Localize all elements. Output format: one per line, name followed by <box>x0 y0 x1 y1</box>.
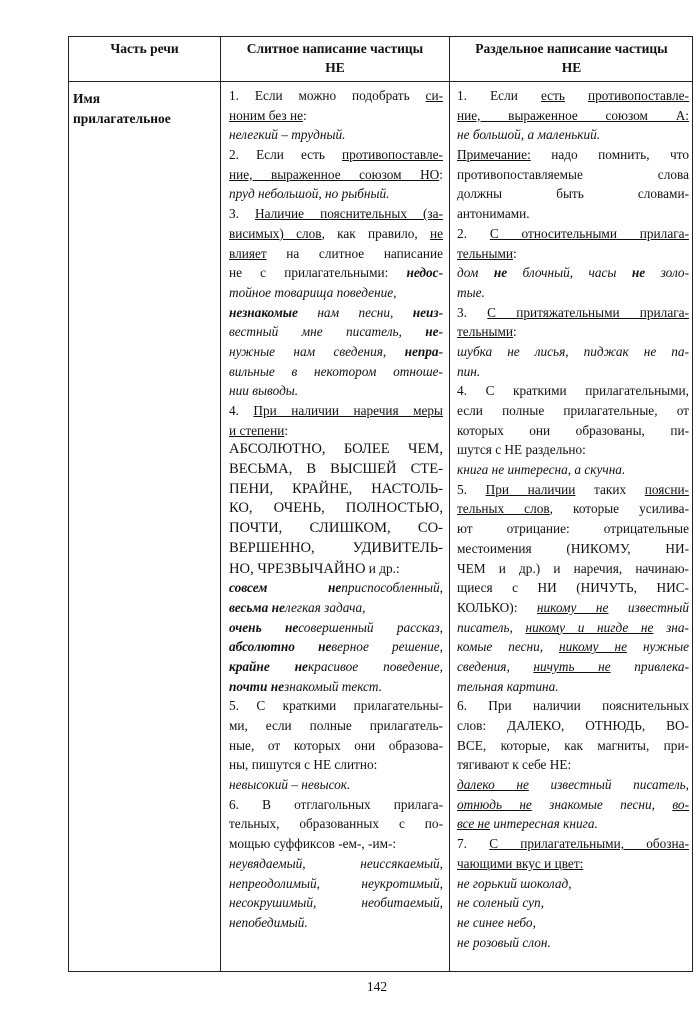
text-segment: никому не <box>536 599 609 615</box>
text-segment: С относительными прилага- <box>489 225 689 241</box>
text-segment: тягивают к себе НЕ: <box>457 757 572 773</box>
text-segment: ПЕНИ, КРАЙНЕ, НАСТОЛЬ- <box>229 480 443 497</box>
text-segment: , как правило, <box>321 225 430 241</box>
text-line <box>229 283 443 303</box>
rules-table <box>68 36 693 972</box>
text-line <box>457 598 689 618</box>
text-segment: : <box>513 245 517 261</box>
text-line <box>229 244 443 264</box>
text-segment: С прилагательными, обозна- <box>489 836 689 852</box>
text-segment: пруд небольшой, но рыбный. <box>229 186 390 202</box>
text-segment: 3. <box>457 304 488 320</box>
text-segment: 5. <box>457 481 486 497</box>
text-segment: на слитное написание <box>266 245 443 261</box>
text-line <box>229 539 443 559</box>
text-segment: все не <box>457 816 491 832</box>
text-segment: тельная картина. <box>457 678 559 694</box>
text-segment: знакомый текст. <box>284 678 383 694</box>
text-segment: недос- <box>406 265 443 281</box>
text-segment: неиз- <box>412 304 443 320</box>
text-segment: местоимения (НИКОМУ, НИ- <box>457 540 689 556</box>
text-segment: не <box>271 599 285 615</box>
text-segment: шутся с НЕ раздельно: <box>457 442 586 458</box>
text-line <box>229 224 443 244</box>
header-text: Слитное написание частицы <box>246 41 424 56</box>
text-segment: никому не <box>559 639 627 655</box>
text-segment: КО, ОЧЕНЬ, ПОЛНОСТЬЮ, <box>229 500 443 517</box>
text-segment: легкая задача, <box>284 599 366 615</box>
text-segment: мощью суффиксов -ем-, -им-: <box>229 836 397 852</box>
text-line <box>229 657 443 677</box>
text-line <box>229 184 443 204</box>
text-line <box>457 657 689 677</box>
text-line <box>229 381 443 401</box>
text-segment: ны, пишутся с НЕ слитно: <box>229 757 378 773</box>
part-of-speech-text: Имя <box>73 91 100 106</box>
text-line <box>229 755 443 775</box>
text-segment: : <box>302 107 307 123</box>
text-segment: не <box>327 580 342 596</box>
text-segment: противопоставле- <box>588 88 689 103</box>
text-segment: золо- <box>645 265 689 281</box>
text-line <box>457 440 689 460</box>
text-segment: комые песни, <box>457 639 560 655</box>
text-segment: абсолютно <box>229 639 319 655</box>
header-part-of-speech <box>69 39 220 58</box>
text-line <box>229 460 443 480</box>
text-line <box>229 401 443 421</box>
text-segment: АБСОЛЮТНО, БОЛЕЕ ЧЕМ, <box>229 441 443 458</box>
text-segment: не <box>270 678 285 694</box>
text-segment: ничуть не <box>533 658 611 674</box>
text-line <box>229 795 443 815</box>
text-segment: непреодолимый, неукротимый, <box>229 875 443 891</box>
text-segment: непра- <box>404 343 443 359</box>
text-line <box>229 165 443 185</box>
text-segment: и степени <box>229 422 285 438</box>
text-segment: таких <box>575 481 645 497</box>
text-line <box>457 775 689 795</box>
text-line <box>457 480 689 500</box>
text-line <box>457 362 689 382</box>
text-line <box>229 86 443 106</box>
text-line <box>229 263 443 283</box>
text-segment: во- <box>672 796 690 812</box>
text-line <box>457 637 689 657</box>
text-line <box>457 618 689 638</box>
text-segment: привлека- <box>610 658 690 674</box>
text-segment: 4. С краткими прилагательными, <box>457 383 689 399</box>
text-segment: ВСЕ, которые, как магниты, при- <box>457 737 689 753</box>
text-line <box>229 814 443 834</box>
text-segment: совсем <box>229 580 328 596</box>
text-line <box>229 499 443 519</box>
text-segment: ние, выраженное союзом НО <box>229 166 440 182</box>
text-segment: 1. Если <box>457 88 541 103</box>
text-segment: не розовый слон. <box>457 934 551 950</box>
text-line <box>457 795 689 815</box>
text-segment: 4. <box>229 403 254 418</box>
text-line <box>229 637 443 657</box>
text-segment: При наличии <box>485 481 576 497</box>
text-segment: При наличии наречия меры <box>253 403 443 418</box>
text-line <box>457 854 689 874</box>
text-line <box>457 145 689 165</box>
text-line <box>229 342 443 362</box>
text-segment: книга не интересна, а скучна. <box>457 462 626 478</box>
text-segment: 1. Если можно подобрать <box>229 88 426 103</box>
text-line <box>457 716 689 736</box>
text-line <box>457 519 689 539</box>
text-segment: писатель, <box>457 619 526 635</box>
text-segment: красивое поведение, <box>307 658 443 674</box>
text-segment: противопоставле- <box>342 147 443 163</box>
text-segment: ют отрицание: отрицательные <box>457 521 689 537</box>
text-segment: си- <box>425 88 443 103</box>
text-segment: не <box>429 225 443 241</box>
text-line <box>457 381 689 401</box>
text-segment: шубка не лисья, пиджак не па- <box>457 343 689 359</box>
text-segment: С притяжательными прилага- <box>487 304 689 320</box>
column-divider <box>220 37 221 971</box>
text-segment: НО, ЧРЕЗВЫЧАЙНО <box>229 560 366 577</box>
text-line <box>229 480 443 500</box>
text-segment: вестный мне писатель, <box>229 324 426 340</box>
part-of-speech-text: прилагательное <box>73 110 171 126</box>
text-line <box>457 86 689 106</box>
text-segment: никому и нигде не <box>525 619 654 635</box>
text-segment: 2. <box>457 225 490 241</box>
text-segment: вильные в некотором отноше- <box>229 363 443 379</box>
text-line <box>457 263 689 283</box>
text-line <box>229 874 443 894</box>
text-segment: пин. <box>457 363 481 379</box>
header-divider <box>69 81 692 82</box>
text-segment: не <box>294 658 308 674</box>
text-segment: не <box>631 265 646 281</box>
text-line <box>457 913 689 933</box>
text-segment: тые. <box>457 284 485 300</box>
text-segment: ные, от которых они образова- <box>229 737 443 753</box>
text-segment: не- <box>425 324 443 340</box>
text-segment: нелегкий – трудный. <box>229 127 346 143</box>
text-line <box>457 834 689 854</box>
text-segment: Примечание: <box>457 147 531 163</box>
text-line <box>229 106 443 126</box>
text-segment: есть <box>540 88 565 103</box>
header-text: Раздельное написание частицы <box>475 41 668 56</box>
text-line <box>457 165 689 185</box>
column-divider <box>449 37 450 971</box>
text-segment: нии выводы. <box>229 383 299 399</box>
text-segment: : <box>513 324 517 340</box>
text-line <box>457 677 689 697</box>
text-segment: не <box>284 619 299 635</box>
text-line <box>229 854 443 874</box>
text-line <box>229 204 443 224</box>
text-line <box>457 184 689 204</box>
text-line <box>457 303 689 323</box>
text-line <box>229 913 443 933</box>
text-line <box>229 440 443 460</box>
text-line <box>457 893 689 913</box>
text-segment: 6. В отглагольных прилага- <box>229 796 443 812</box>
text-segment: ми, если полные прилагатель- <box>229 718 443 733</box>
text-segment: очень <box>229 619 285 635</box>
text-line <box>229 598 443 618</box>
text-line <box>457 322 689 342</box>
text-segment: ВЕСЬМА, В ВЫСШЕЙ СТЕ- <box>229 461 443 478</box>
text-line <box>229 145 443 165</box>
text-segment: слов: ДАЛЕКО, ОТНЮДЬ, ВО- <box>457 718 689 733</box>
text-segment: непобедимый. <box>229 914 308 930</box>
text-line <box>229 519 443 539</box>
text-segment: не синее небо, <box>457 914 536 930</box>
text-segment: нужные <box>626 639 689 655</box>
text-line <box>229 125 443 145</box>
text-line <box>457 125 689 145</box>
text-segment: нужные нам сведения, <box>229 343 405 359</box>
text-line <box>457 460 689 480</box>
text-segment: если полные прилагательные, от <box>457 403 689 418</box>
text-segment: не с прилагательными: <box>229 265 407 281</box>
text-line <box>457 755 689 775</box>
text-line <box>229 893 443 913</box>
text-segment: должны быть словами- <box>457 186 689 202</box>
joined-spelling-cell <box>229 86 443 933</box>
part-of-speech-cell <box>73 89 171 128</box>
text-line <box>457 204 689 224</box>
text-segment: которых они образованы, пи- <box>457 422 689 438</box>
text-line <box>457 499 689 519</box>
text-line <box>457 224 689 244</box>
text-segment: поясни- <box>644 481 689 497</box>
header-separate-spelling <box>450 39 693 77</box>
text-line <box>229 834 443 854</box>
text-line <box>457 933 689 953</box>
text-line <box>229 322 443 342</box>
text-line <box>457 559 689 579</box>
text-line <box>229 677 443 697</box>
text-line <box>229 618 443 638</box>
text-line <box>229 362 443 382</box>
text-line <box>229 559 443 579</box>
text-segment: интересная книга. <box>490 816 598 832</box>
text-segment: нам песни, <box>297 304 413 320</box>
text-segment: : <box>284 422 289 438</box>
text-line <box>457 283 689 303</box>
text-segment: крайне <box>229 658 295 674</box>
text-line <box>229 578 443 598</box>
text-segment: , которые усилива- <box>549 501 689 517</box>
text-segment: Наличие пояснительных (за- <box>255 206 444 222</box>
text-segment: и др.: <box>365 560 400 576</box>
text-line <box>457 342 689 362</box>
text-line <box>457 539 689 559</box>
header-joined-spelling <box>221 39 449 77</box>
text-segment: ЧЕМ и др.) и наречия, начинаю- <box>457 560 689 576</box>
separate-spelling-cell <box>457 86 689 952</box>
text-segment: влияет <box>229 245 267 261</box>
text-line <box>457 106 689 126</box>
text-segment: известный <box>608 599 690 615</box>
text-segment: ВЕРШЕННО, УДИВИТЕЛЬ- <box>229 539 443 556</box>
text-segment: ние, выраженное союзом А: <box>457 107 689 123</box>
header-text: НЕ <box>325 60 345 75</box>
text-line <box>457 244 689 264</box>
text-segment: чающими вкус и цвет: <box>457 855 584 871</box>
header-text: Часть речи <box>110 41 179 56</box>
header-text: НЕ <box>561 60 582 75</box>
text-segment: не <box>493 265 508 281</box>
text-segment: тельных, образованных с по- <box>229 816 443 832</box>
text-segment: верное решение, <box>331 639 443 655</box>
text-segment: известный писатель, <box>528 777 690 793</box>
text-line <box>457 421 689 441</box>
text-segment: 6. При наличии пояснительных <box>457 698 689 714</box>
text-segment: не горький шоколад, <box>457 875 572 891</box>
text-segment: 2. Если есть <box>229 147 343 163</box>
text-segment: щиеся с НИ (НИЧУТЬ, НИС- <box>457 580 689 596</box>
text-segment: : <box>439 166 443 182</box>
text-segment: 7. <box>457 836 490 852</box>
text-segment: надо помнить, что <box>530 147 689 163</box>
text-segment: противопоставляемые слова <box>457 166 689 182</box>
text-segment: далеко не <box>457 777 529 793</box>
text-segment: ноним без не <box>229 107 303 123</box>
text-line <box>457 874 689 894</box>
text-segment: блочный, часы <box>507 265 632 281</box>
text-segment: знакомые песни, <box>531 796 673 812</box>
text-segment: зна- <box>653 619 689 635</box>
text-segment: антонимами. <box>457 206 530 222</box>
text-segment: незнакомые <box>229 304 298 320</box>
text-segment: тойное товарища поведение, <box>229 284 397 300</box>
text-segment: сведения, <box>457 658 534 674</box>
text-line <box>229 303 443 323</box>
text-segment: не соленый суп, <box>457 895 545 911</box>
text-segment: отнюдь не <box>457 796 532 812</box>
text-segment: совершенный рассказ, <box>298 619 443 635</box>
text-segment: не <box>318 639 332 655</box>
text-segment: неувядаемый, неиссякаемый, <box>229 855 443 871</box>
text-line <box>229 696 443 716</box>
page-number <box>0 979 698 995</box>
text-segment: почти <box>229 678 271 694</box>
text-line <box>229 775 443 795</box>
text-line <box>457 696 689 716</box>
text-segment <box>565 88 588 103</box>
text-segment: тельных слов <box>457 501 550 517</box>
text-segment: ПОЧТИ, СЛИШКОМ, СО- <box>229 520 443 537</box>
text-line <box>457 401 689 421</box>
text-segment: КОЛЬКО): <box>457 599 537 615</box>
page-number-text: 142 <box>366 979 388 994</box>
text-line <box>229 716 443 736</box>
text-segment: тельными <box>457 245 513 261</box>
text-segment: 3. <box>229 206 255 222</box>
text-line <box>229 736 443 756</box>
text-segment: не большой, а маленький. <box>457 127 601 143</box>
text-segment: дом <box>457 265 494 281</box>
text-segment: невысокий – невысок. <box>229 777 351 793</box>
text-segment: приспособленный, <box>341 580 443 596</box>
text-segment: весьма <box>229 599 272 615</box>
text-line <box>229 421 443 441</box>
text-line <box>457 578 689 598</box>
text-line <box>457 736 689 756</box>
text-segment: несокрушимый, необитаемый, <box>229 895 443 911</box>
text-segment: висимых) слов <box>229 225 322 241</box>
text-segment: 5. С краткими прилагательны- <box>229 698 443 714</box>
text-line <box>457 814 689 834</box>
text-segment: тельными <box>457 324 513 340</box>
